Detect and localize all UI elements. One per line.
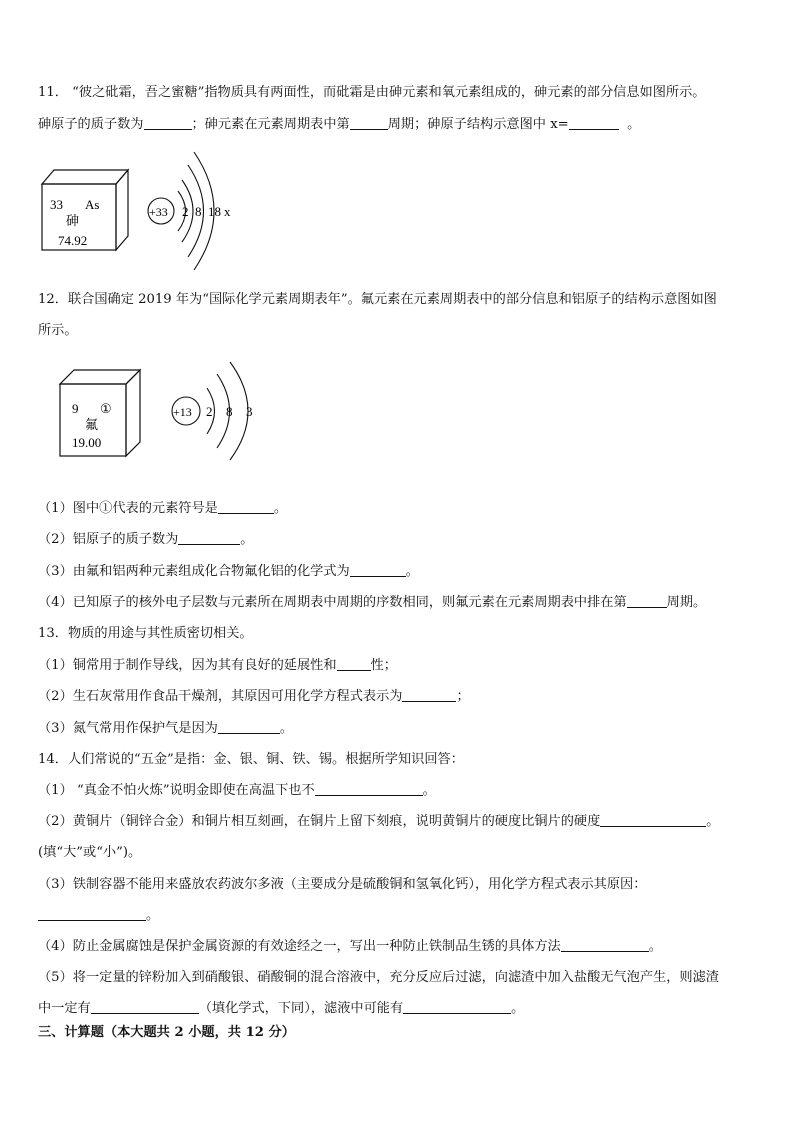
- q12-sub3-end: 。: [405, 564, 419, 579]
- arsenic-shell-1: 2: [182, 204, 189, 219]
- q14-sub5-filtrate-blank[interactable]: [403, 1000, 511, 1014]
- q14-sub5-line2: [38, 1000, 524, 1018]
- q12-stem-text-2: 所示。: [38, 323, 78, 338]
- aluminum-shell-2: 8: [226, 404, 233, 419]
- q14-sub2-end: 。: [706, 814, 720, 829]
- q14-sub2-text: （2）黄铜片（铜锌合金）和铜片相互刻画，在铜片上留下刻痕，说明黄铜片的硬度比铜片的硬度: [38, 814, 601, 829]
- q14-sub2-hint: (填“大”或“小”)。: [38, 845, 142, 860]
- q14-sub3-text: （3）铁制容器不能用来盛放农药波尔多液（主要成分是硫酸铜和氢氧化钙），用化学方程式表示其原因：: [38, 877, 647, 892]
- q11-line1: [38, 84, 705, 102]
- q12-sub4-text: （4）已知原子的核外电子层数与元素所在周期表中周期的序数相同，则氟元素在元素周期表中排在第: [38, 595, 627, 610]
- q12-sub1-blank[interactable]: [218, 500, 274, 514]
- q14-sub4: [38, 938, 662, 956]
- arsenic-atomic-number: 33: [50, 197, 63, 212]
- q12-sub2-text: （2）铝原子的质子数为: [38, 532, 179, 547]
- q12-sub2-end: 。: [240, 532, 254, 547]
- q14-sub3: [38, 876, 646, 894]
- q12-stem-text: 12．联合国确定 2019 年为“国际化学元素周期表年”。氟元素在元素周期表中的部分信息和铝原子的结构示意图如图: [38, 292, 717, 307]
- q11-line2: [38, 116, 640, 134]
- arsenic-shell-3: 18: [208, 204, 221, 219]
- q12-sub1-end: 。: [273, 501, 288, 516]
- q13-sub2-text: （2）生石灰常用作食品干燥剂，其原因可用化学方程式表示为: [38, 689, 403, 704]
- q14-sub1-blank[interactable]: [315, 782, 423, 796]
- q13-sub1: [38, 657, 397, 675]
- arsenic-shell-4: x: [224, 204, 231, 219]
- section3-heading: [38, 1024, 295, 1042]
- q12-line2: [38, 322, 78, 340]
- q13-sub2-end: ；: [456, 689, 470, 704]
- q11-figure: [38, 148, 258, 272]
- arsenic-shell-2: 8: [195, 204, 202, 219]
- q13-sub2-blank[interactable]: [402, 688, 456, 702]
- aluminum-shell-1: 2: [206, 404, 213, 419]
- fluorine-symbol-marker: ①: [100, 401, 112, 416]
- q11-end-period: 。: [627, 117, 641, 132]
- q14-sub2: [38, 813, 719, 831]
- q13-sub1-blank[interactable]: [337, 657, 371, 671]
- q14-sub3-end: 。: [146, 908, 160, 923]
- q12-sub3: [38, 563, 419, 581]
- q14-sub2-blank[interactable]: [600, 813, 706, 827]
- q11-period-blank[interactable]: [350, 116, 388, 130]
- q12-sub4: [38, 594, 706, 612]
- q14-sub5-residue-blank[interactable]: [91, 1000, 199, 1014]
- q13-sub3-text: （3）氮气常用作保护气是因为: [38, 721, 218, 736]
- aluminum-nucleus-charge: +13: [173, 405, 192, 419]
- section3-title-text: 三、计算题（本大题共 2 小题，共 12 分）: [38, 1025, 295, 1040]
- q11-period-prompt: ；砷元素在元素周期表中第: [191, 117, 350, 132]
- fluorine-atomic-number: 9: [72, 401, 79, 416]
- arsenic-symbol: As: [85, 197, 100, 212]
- q14-sub1-text: （1） “真金不怕火炼”说明金即使在高温下也不: [38, 783, 315, 798]
- q13-title: [38, 625, 253, 643]
- q13-sub3: [38, 720, 293, 738]
- q12-sub2-blank[interactable]: [178, 531, 240, 545]
- q12-sub3-text: （3）由氟和铝两种元素组成化合物氟化铝的化学式为: [38, 564, 350, 579]
- q14-sub5-residue-prompt: 中一定有: [38, 1001, 91, 1016]
- q14-title-text: 14．人们常说的“五金”是指：金、银、铜、铁、锡。根据所学知识回答：: [38, 752, 464, 767]
- q14-sub4-text: （4）防止金属腐蚀是保护金属资源的有效途经之一，写出一种防止铁制品生锈的具体方法: [38, 939, 561, 954]
- aluminum-atom-diagram: [172, 362, 253, 460]
- q14-sub3-line2: [38, 907, 159, 925]
- q13-sub3-blank[interactable]: [218, 720, 280, 734]
- q13-sub1-text: （1）铜常用于制作导线，因为其有良好的延展性和: [38, 658, 337, 673]
- q14-sub4-blank[interactable]: [561, 938, 649, 952]
- q14-sub3-blank[interactable]: [38, 907, 146, 921]
- q14-sub5: [38, 969, 719, 987]
- q12-sub3-blank[interactable]: [350, 563, 406, 577]
- q13-sub1-end: 性；: [370, 658, 397, 673]
- q13-sub2: [38, 688, 470, 706]
- q13-title-text: 13．物质的用途与其性质密切相关。: [38, 626, 253, 641]
- fluorine-name: 氟: [85, 417, 99, 432]
- q12-sub2: [38, 531, 253, 549]
- q12-sub4-end: 周期。: [666, 595, 707, 610]
- aluminum-shell-3: 3: [246, 404, 253, 419]
- q13-sub3-end: 。: [279, 721, 294, 736]
- q11-x-prompt: 周期；砷原子结构示意图中 x=: [387, 117, 569, 132]
- arsenic-atom-diagram: [148, 152, 231, 270]
- q14-sub5-filtrate-prompt: （填化学式，下同），滤液中可能有: [198, 1001, 404, 1016]
- fluorine-mass: 19.00: [72, 435, 102, 450]
- q11-stem-text: 11． “彼之砒霜，吾之蜜糖”指物质具有两面性，而砒霜是由砷元素和氧元素组成的，砷元素的部分信息如图所示。: [38, 85, 706, 100]
- q12-line1: [38, 291, 717, 309]
- q14-sub2-line2: [38, 844, 141, 862]
- q12-sub1-text: （1）图中①代表的元素符号是: [38, 501, 218, 516]
- q14-sub1-end: 。: [422, 783, 436, 798]
- q12-sub1: [38, 500, 287, 518]
- arsenic-nucleus-charge: +33: [149, 205, 168, 219]
- arsenic-name: 砷: [66, 213, 80, 228]
- q11-x-blank[interactable]: [569, 116, 619, 130]
- q14-sub4-end: 。: [648, 939, 662, 954]
- q11-proton-prompt: 砷原子的质子数为: [38, 117, 144, 132]
- q14-sub5-end: 。: [511, 1001, 525, 1016]
- arsenic-mass: 74.92: [58, 233, 88, 248]
- q14-title: [38, 751, 464, 769]
- q11-proton-blank[interactable]: [144, 116, 192, 130]
- q14-sub5-text: （5）将一定量的锌粉加入到硝酸银、硝酸铜的混合溶液中，充分反应后过滤，向滤渣中加入盐酸无气泡产生，则滤渣: [38, 970, 719, 985]
- q12-sub4-blank[interactable]: [627, 594, 667, 608]
- q14-sub1: [38, 782, 436, 800]
- q12-figure: [56, 358, 276, 462]
